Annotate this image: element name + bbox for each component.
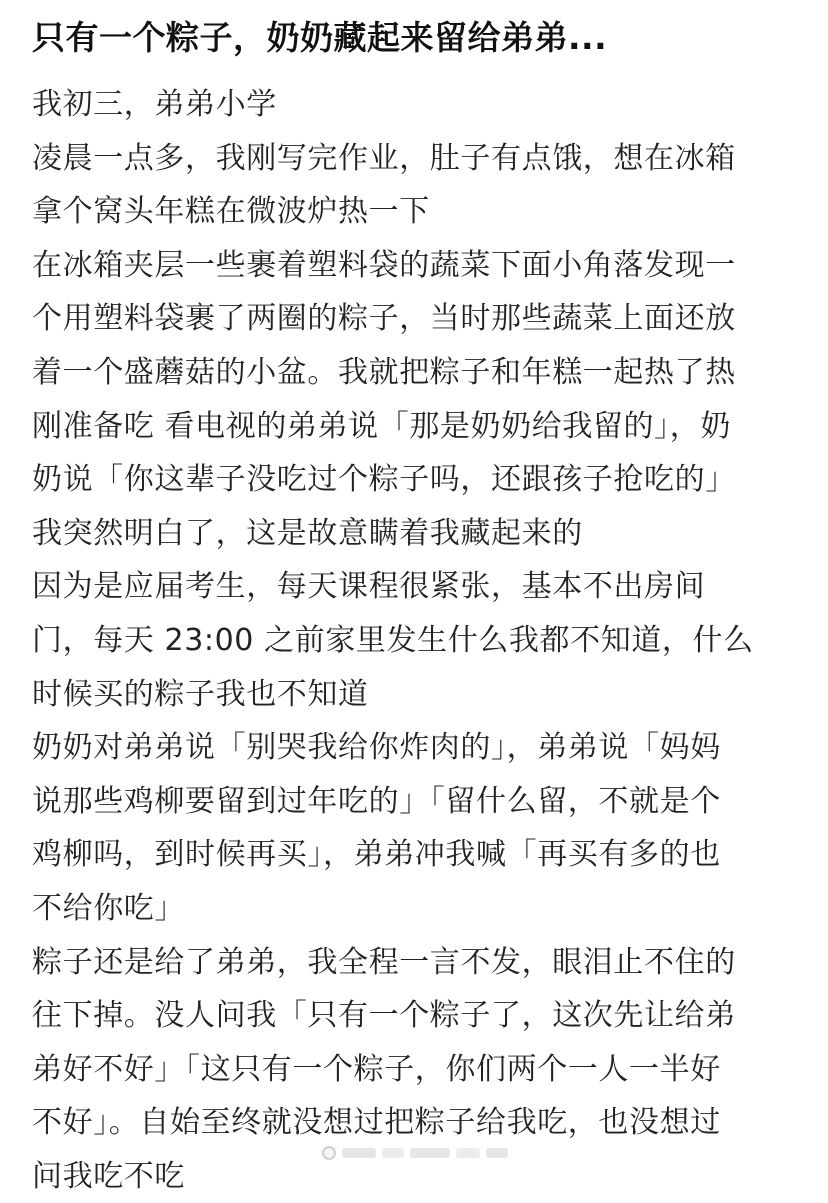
post-line: 不好」。自始至终就没想过把粽子给我吃，也没想过 (32, 1105, 721, 1141)
post-line: 门，每天 23:00 之前家里发生什么我都不知道，什么 (32, 622, 754, 658)
post-line: 奶说「你这辈子没吃过个粽子吗，还跟孩子抢吃的」 (32, 462, 736, 498)
post-line: 因为是应届考生，每天课程很紧张，基本不出房间 (32, 569, 706, 605)
post-line: 说那些鸡柳要留到过年吃的」「留什么留，不就是个 (32, 783, 721, 819)
post-line: 我初三，弟弟小学 (32, 87, 277, 122)
post-line: 问我吃不吃 (32, 1158, 185, 1194)
post-line: 刚准备吃 看电视的弟弟说「那是奶奶给我留的」，奶 (32, 408, 731, 444)
post-line: 在冰箱夹层一些裹着塑料袋的蔬菜下面小角落发现一 (32, 247, 736, 283)
post-line: 弟好不好」「这只有一个粽子，你们两个一人一半好 (32, 1051, 721, 1087)
post-line: 凌晨一点多，我刚写完作业，肚子有点饿，想在冰箱 (32, 140, 736, 176)
watermark-blur (342, 1148, 376, 1158)
post-line: 我突然明白了，这是故意瞒着我藏起来的 (32, 515, 583, 551)
post-line: 时候买的粽子我也不知道 (32, 676, 369, 712)
weibo-watermark-icon (322, 1144, 512, 1164)
watermark-logo (322, 1146, 336, 1160)
post-line: 鸡柳吗，到时候再买」，弟弟冲我喊「再买有多的也 (32, 837, 721, 873)
post-line: 着一个盛蘑菇的小盆。我就把粽子和年糕一起热了热 (32, 354, 736, 390)
watermark-blur (410, 1148, 450, 1158)
post-body (32, 78, 802, 1203)
watermark-blur (382, 1148, 404, 1158)
post-line: 个用塑料袋裹了两圈的粽子，当时那些蔬菜上面还放 (32, 301, 736, 337)
watermark-blur (456, 1148, 480, 1158)
post-line: 拿个窝头年糕在微波炉热一下 (32, 194, 430, 230)
watermark-blur (486, 1148, 508, 1158)
post-line: 不给你吃」 (32, 890, 185, 926)
post-title: 只有一个粽子，奶奶藏起来留给弟弟... (32, 18, 608, 57)
post-line: 粽子还是给了弟弟，我全程一言不发，眼泪止不住的 (32, 944, 736, 980)
post-line: 往下掉。没人问我「只有一个粽子了，这次先让给弟 (32, 998, 736, 1034)
post-line: 奶奶对弟弟说「别哭我给你炸肉的」，弟弟说「妈妈 (32, 730, 721, 766)
